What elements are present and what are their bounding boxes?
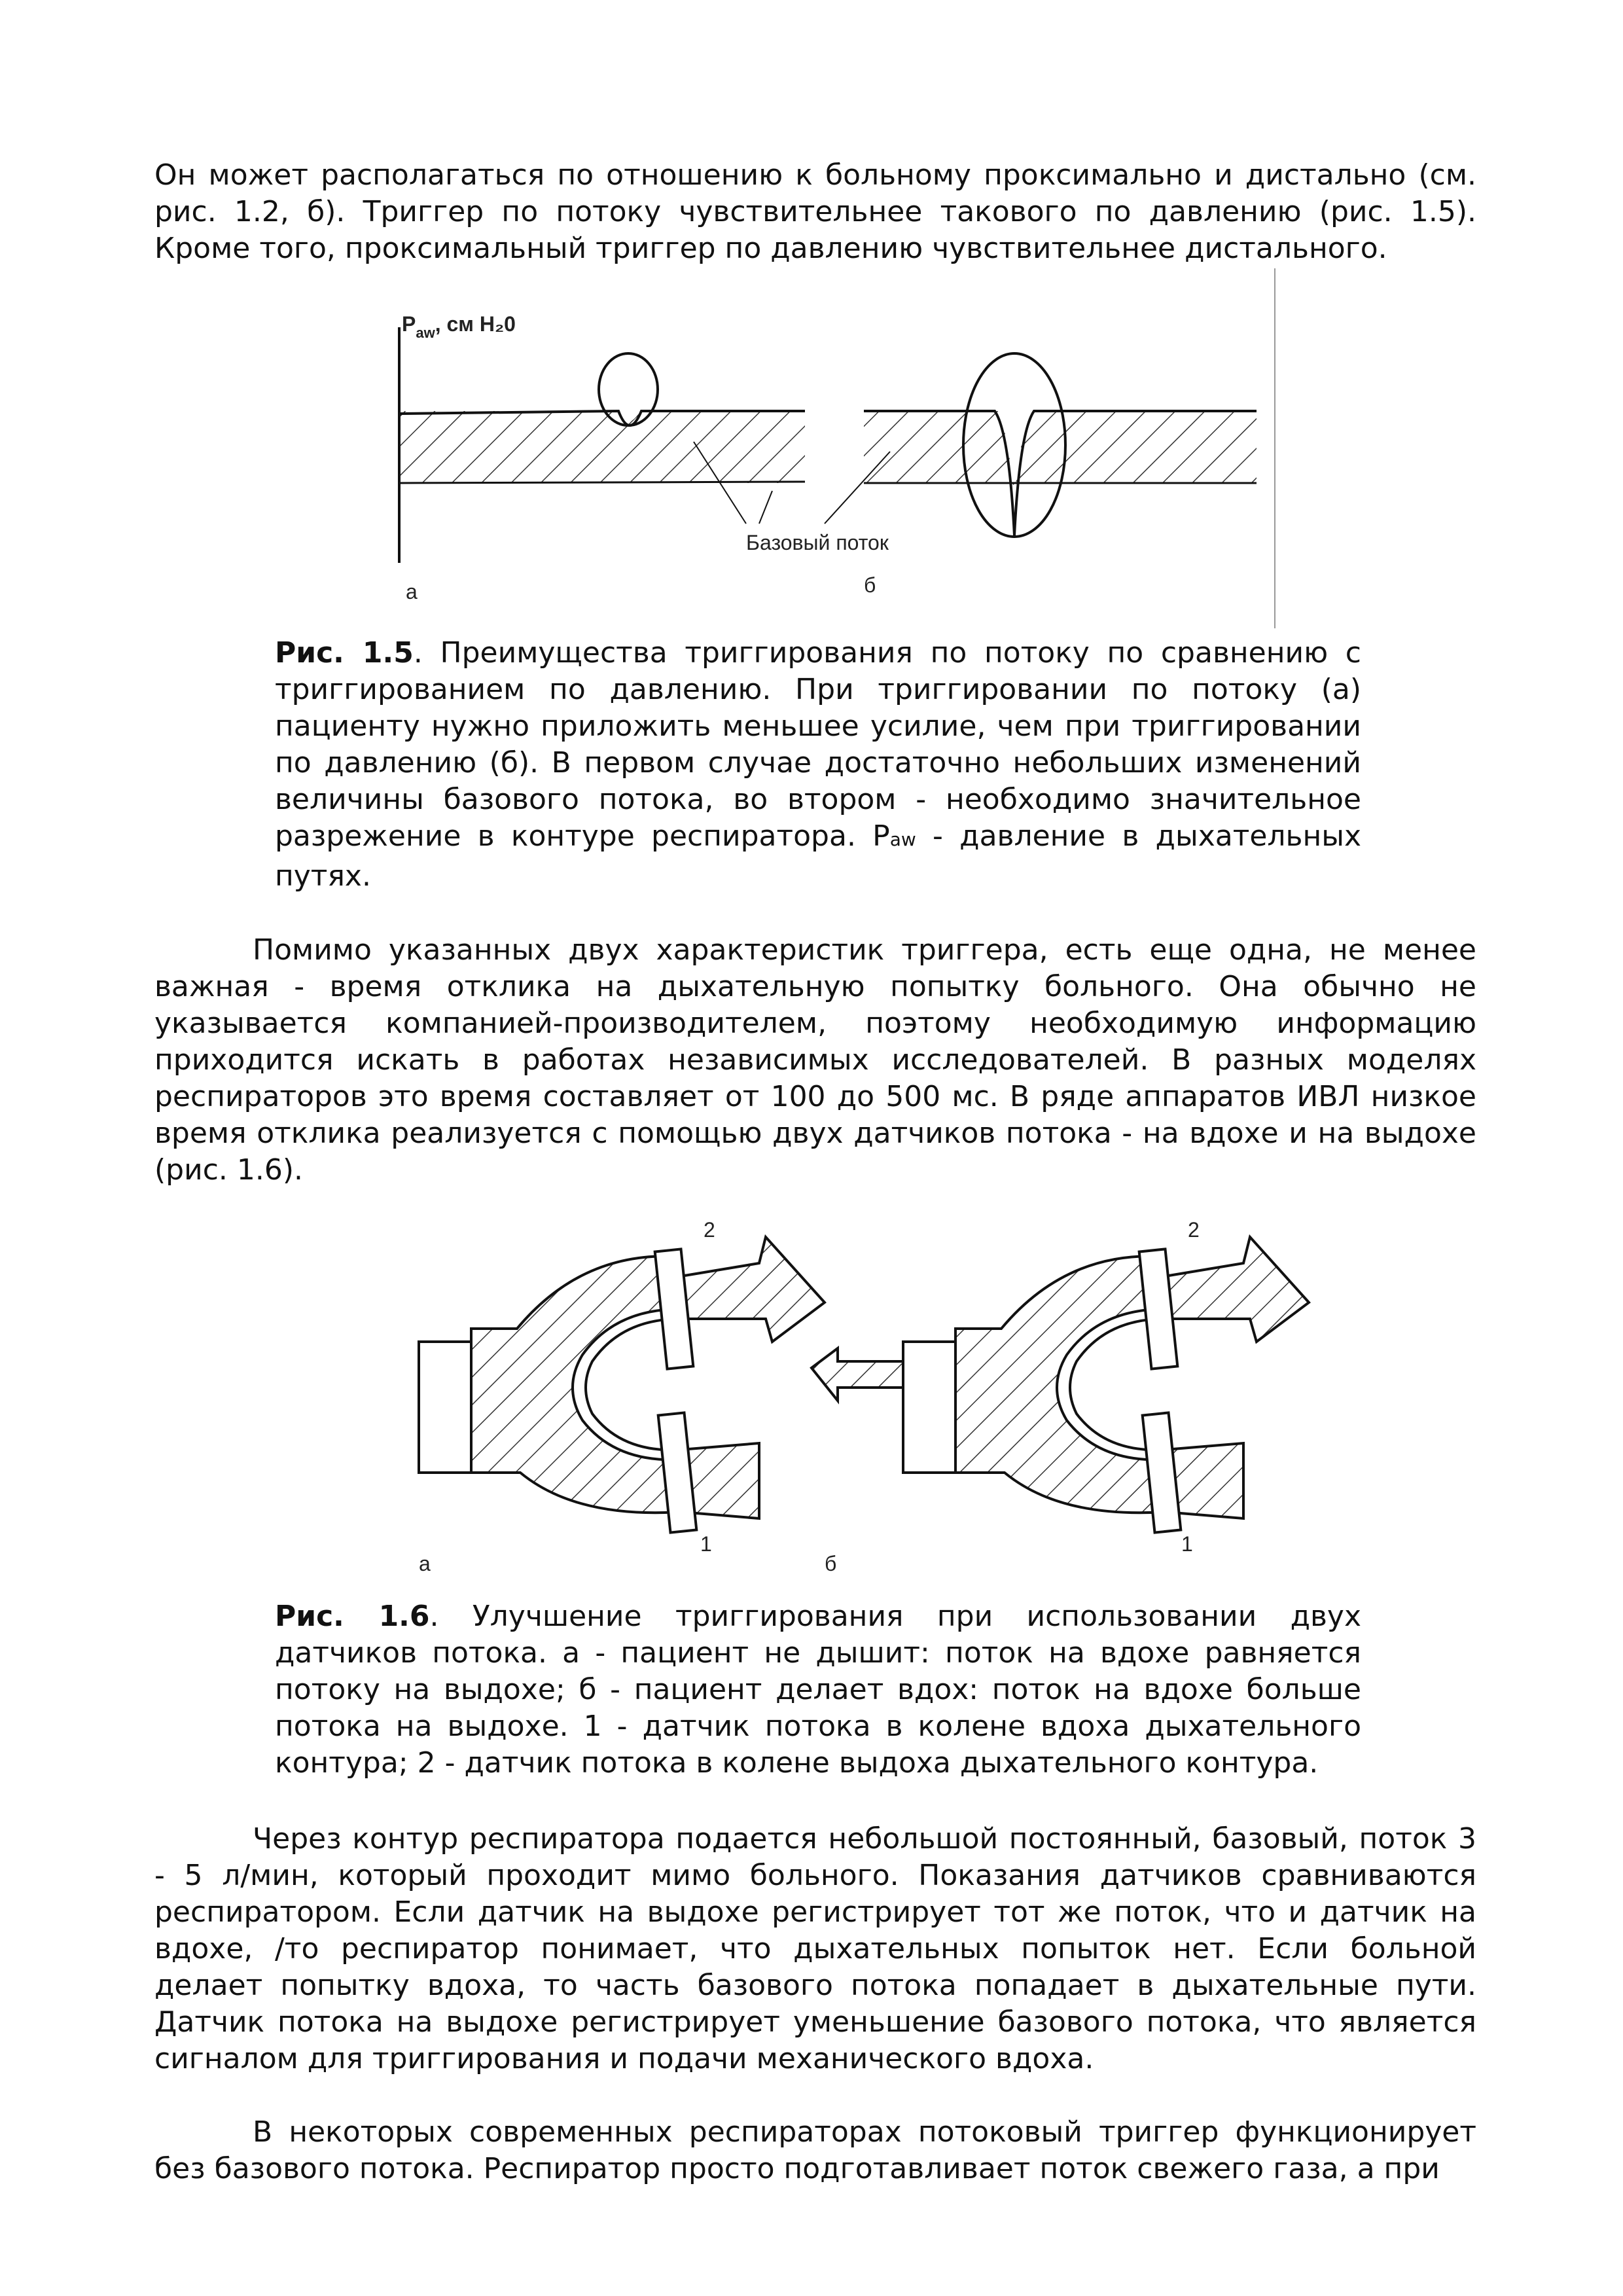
panel-b-label-fig2: б: [825, 1552, 837, 1575]
caption-fig-1-5: [275, 635, 1361, 895]
base-flow-label: Базовый поток: [746, 531, 889, 554]
caption-number: Рис. 1.5: [275, 636, 414, 670]
paragraph-base-flow: Через контур респиратора подается небольшой постоянный, базовый, поток 3 - 5 л/мин, который проходит мимо больного. Показания датчиков сравниваются респиратором. Если датчик на выдохе регистрирует тот же поток, что и датчик на вдохе, /то респиратор понимает, что дыхательных попыток нет. Если больной делает попытку вдоха, то часть базового потока попадает в дыхательные пути. Датчик потока на выдохе регистрирует уменьшение базового потока, что является сигналом для триггирования и подачи механического вдоха.: [154, 1822, 1476, 2075]
flow-dip-circle: [599, 353, 658, 425]
caption-fig-1-6: [275, 1598, 1361, 1782]
sensor-2-label-b: 2: [1188, 1218, 1200, 1242]
caption-text: . Преимущества триггирования по потоку по сравнению с триггированием по давлению. При триггировании по потоку (а) пациенту нужно приложить меньшее усилие, чем при триггировании по давлению (б). В первом случае достаточно небольших изменений величины базового потока, во втором - необходимо значительное разрежение в контуре респиратора. P: [275, 636, 1361, 853]
circuit-b: [812, 1218, 1309, 1575]
paragraph-intro: Он может располагаться по отношению к больному проксимально и дистально (см. рис. 1.2, б). Триггер по потоку чувствительнее такового по давлению (рис. 1.5). Кроме того, проксимальный триггер по давлению чувствительнее дистального.: [154, 158, 1476, 265]
band-a: [401, 411, 805, 483]
sensor-1-label-a: 1: [700, 1532, 712, 1556]
sensor-1-label-b: 1: [1181, 1532, 1193, 1556]
panel-a-label: а: [406, 580, 418, 603]
panel-b-label: б: [864, 573, 876, 597]
panel-a-label-fig2: а: [419, 1552, 431, 1575]
sensor-2-label-a: 2: [704, 1218, 715, 1242]
circuit-a: [419, 1218, 825, 1575]
caption-tail: - давление в дыхательных путях.: [275, 819, 1361, 893]
caption2-number: Рис. 1.6: [275, 1600, 430, 1633]
paragraph-response-time: Помимо указанных двух характеристик триггера, есть еще одна, не менее важная - время отклика на дыхательную попытку больного. Она обычно не указывается компанией-производителем, поэтому необходимую информацию приходится искать в работах независимых исследователей. В разных моделях респираторов это время составляет от 100 до 500 мс. В ряде аппаратов ИВЛ низкое время отклика реализуется с помощью двух датчиков потока - на вдохе и на выдохе (рис. 1.6).: [154, 933, 1476, 1187]
caption2-text: . Улучшение триггирования при использовании двух датчиков потока. а - пациент не дышит: поток на вдохе равняется потоку на выдохе; б - пациент делает вдох: поток на вдохе больше потока на выдохе. 1 - датчик потока в колене вдоха дыхательного контура; 2 - датчик потока в колене выдоха дыхательного контура.: [275, 1600, 1362, 1780]
figure-1-5: [366, 301, 1283, 628]
paragraph-modern-trigger: В некоторых современных респираторах потоковый триггер функционирует без базового потока. Респиратор просто подготавливает поток свежего газа, а при: [154, 2115, 1476, 2185]
figure-1-6: [366, 1204, 1283, 1584]
caption-sub: aw: [889, 829, 916, 850]
axis-label: $P_{aw}$, см H₂0: [402, 312, 516, 341]
